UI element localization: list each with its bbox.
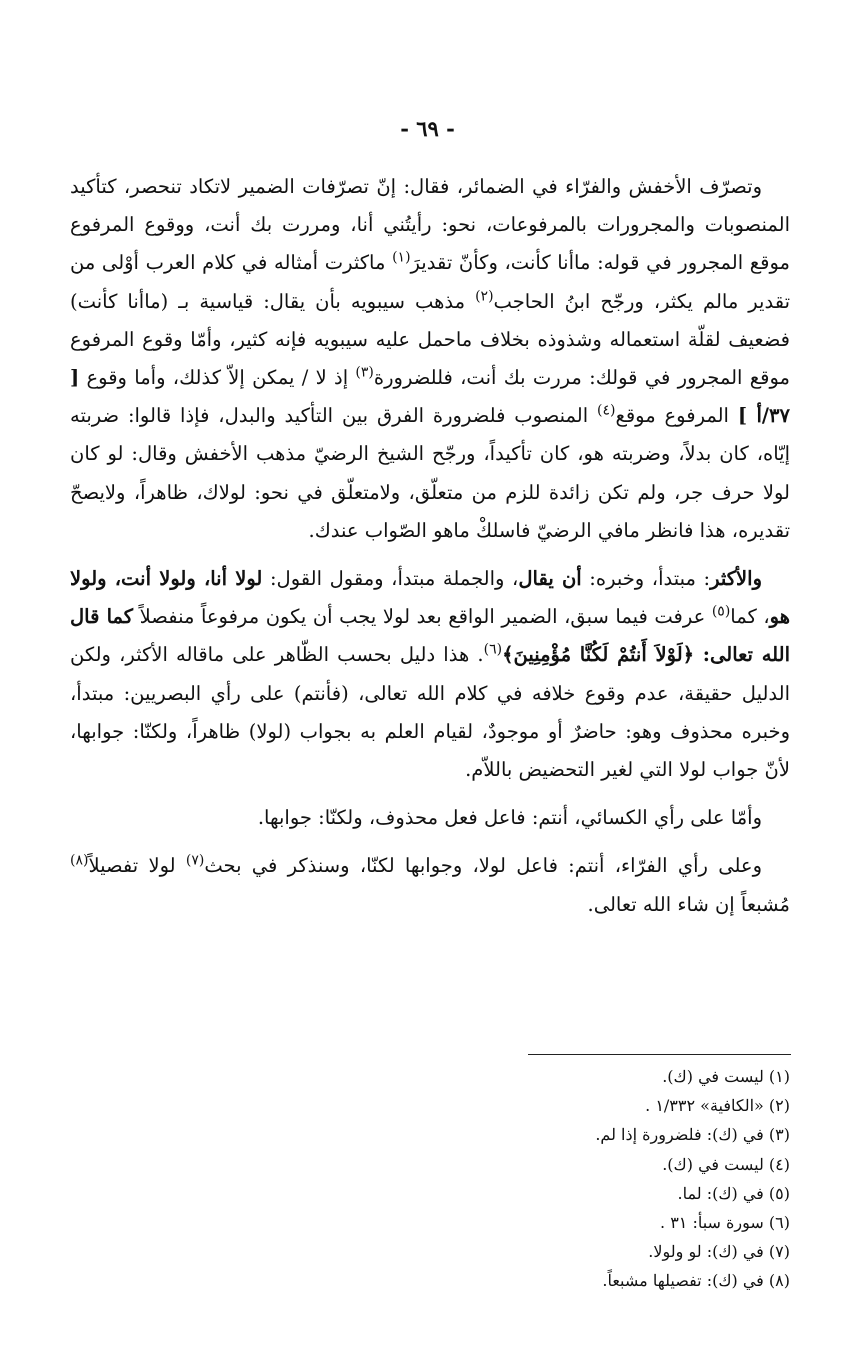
footnote-ref: (٤) (597, 402, 616, 419)
page-number: - ٦٩ - (400, 116, 455, 141)
footnote: (٢) «الكافية» ١/٣٣٢ . (645, 1096, 790, 1116)
text-run: مُشبعاً إن شاء الله تعالى. (587, 892, 790, 916)
footnote: (٦) سورة سبأ: ٣١ . (660, 1213, 790, 1233)
footnotes (370, 1062, 790, 1296)
paragraph (70, 799, 790, 837)
paragraph (70, 560, 790, 789)
footnote-ref: (٧) (185, 852, 205, 869)
footnote-ref: (٨) (70, 852, 89, 869)
bold-text: كما قال الله تعالى: ﴿لَوْلاَ أَنتُمْ لَكُنَّا مُؤْمِنِينَ﴾ (70, 605, 790, 667)
footnote-ref: (٣) (355, 364, 374, 381)
text-run: وتصرّف الأخفش والفرّاء في الضمائر، فقال: إنّ تصرّفات الضمير لاتكاد تنحصر، كتأكيد المنصوبات والمجرورات بالمرفوعات، نحو: رأيتُني أنا، ومررت بك أنت، ووقوع المرفوع موقع المجرور في قوله: ماأنا كأنت، وكأنّ تقديرَ (70, 175, 790, 275)
text-run: لولا تفصيلاً (88, 854, 186, 878)
footnote-ref: (٦) (483, 641, 503, 658)
footnote-ref: (١) (392, 249, 411, 266)
bold-text: لولا أنا، ولولا أنت، ولولا هو (70, 567, 791, 629)
footnote: (٤) ليست في (ك). (662, 1154, 790, 1174)
bold-text: أن يقال (518, 567, 582, 591)
footnote-ref: (٢) (475, 288, 494, 305)
paragraph (70, 847, 790, 923)
footnote: (٨) في (ك): تفصيلها مشبعاً. (602, 1271, 790, 1291)
text-run: إذ لا / يمكن إلاّ كذلك، وأما وقوع (79, 366, 356, 390)
text-run: . هذا دليل بحسب الظّاهر على ماقاله الأكثر، ولكن الدليل حقيقة، عدم وقوع خلافه في كلام الله تعالى، (فأنتم) على رأي البصريين: مبتدأ، وخبره محذوف وهو: حاضرٌ أو موجودٌ، لقيام العلم به بجواب (لولا) ظاهراً، ولكنّا: جوابها، لأنّ جواب لولا التي لغير التحضيض باللاّم. (70, 643, 790, 782)
footnote: (٧) في (ك): لو ولولا. (648, 1242, 790, 1262)
text-run: ماكثرت أمثاله في كلام العرب أوْلى من تقدير مالم يكثر، ورجّح ابنُ الحاجب (70, 251, 791, 313)
folio-marker: [ ٣٧/أ ] (70, 366, 790, 428)
text-run: وعلى رأي الفرّاء، أنتم: فاعل لولا، وجوابها لكنّا، وسنذكر في بحث (204, 854, 762, 878)
footnote-divider (528, 1054, 791, 1055)
footnote: (٣) في (ك): فلضرورة إذا لم. (595, 1125, 790, 1145)
footnote: (٥) في (ك): لما. (677, 1183, 790, 1203)
text-run: وأمّا على رأي الكسائي، أنتم: فاعل فعل محذوف، ولكنّا: جوابها. (257, 806, 762, 830)
footnote-ref: (٥) (711, 603, 731, 620)
text-run: المرفوع موقع (615, 404, 738, 428)
text-run: ، كما (730, 605, 770, 629)
text-run: عرفت فيما سبق، الضمير الواقع بعد لولا يجب أن يكون مرفوعاً منفصلاً (133, 605, 712, 629)
text-run: : مبتدأ، وخبره: (581, 567, 711, 591)
footnote: (١) ليست في (ك). (662, 1067, 790, 1086)
paragraph (70, 168, 790, 550)
main-text (70, 168, 790, 924)
text-run: المنصوب فلضرورة الفرق بين التأكيد والبدل، فإذا قالوا: ضربته إيّاه، كان بدلاً، وضربته هو، كان تأكيداً، ورجّح الشيخ الرضيّ مذهب الأخفش وقال: لو كان لولا حرف جر، ولم تكن زائدة للزم من متعلّق، ولامتعلّق في نحو: لولاك، ظاهراً، ولايصحّ تقديره، هذا فانظر مافي الرضيّ فاسلكْ ماهو الصّواب عندك. (70, 404, 790, 542)
text-run: ، والجملة مبتدأ، ومقول القول: (262, 567, 519, 591)
text-run: مذهب سيبويه بأن يقال: قياسية بـ (ماأنا كأنت) فضعيف لقلّة استعماله وشذوذه بخلاف ماحمل عليه سيبويه فإنه كثير، وأمّا وقوع المرفوع موقع المجرور في قولك: مررت بك أنت، فللضرورة (70, 289, 790, 390)
bold-text: والأكثر (710, 567, 762, 591)
